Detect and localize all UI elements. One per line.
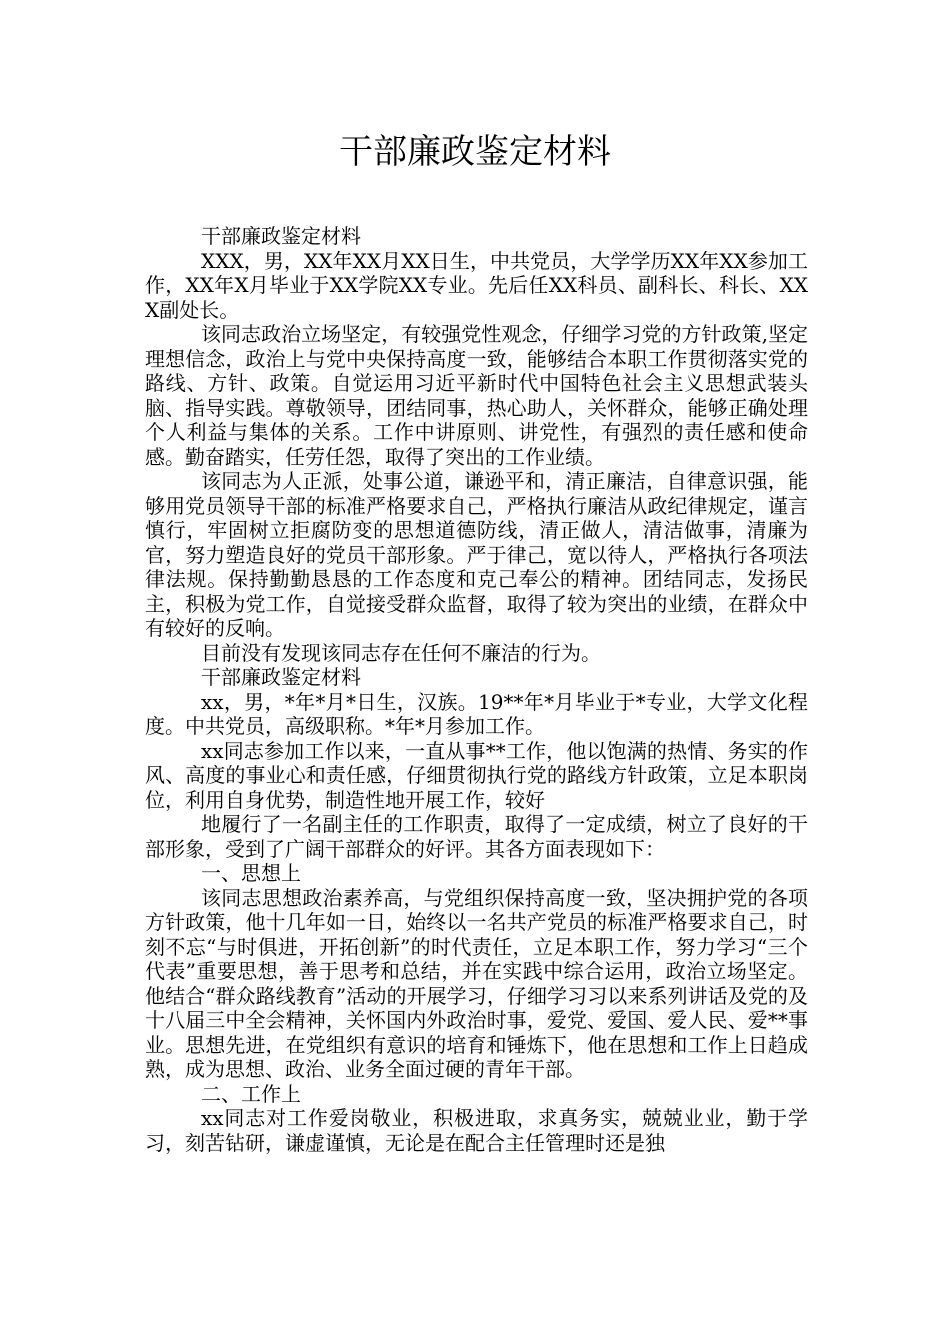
heading-paragraph: 干部廉政鉴定材料 xyxy=(201,224,361,248)
body-paragraph: 该同志思想政治素养高，与党组织保持高度一致，坚决拥护党的各项方针政策，他十几年如一日，始终以一名共产党员的标准严格要求自己，时刻不忘“与时俱进，开拓创新”的时代责任，立足本职工作，努力学习“三个代表”重要思想，善于思考和总结，并在实践中综合运用，政治立场坚定。他结合“群众路线教育”活动的开展学习，仔细学习习以来系列讲话及党的及十八届三中全会精神，关怀国内外政治时事，爱党、爱国、爱人民、爱**事业。思想先进，在党组织有意识的培育和锤炼下，他在思想和工作上日趋成熟，成为思想、政治、业务全面过硬的青年干部。 xyxy=(145,885,808,1081)
body-paragraph: 地履行了一名副主任的工作职责，取得了一定成绩，树立了良好的干部形象，受到了广阔干部群众的好评。其各方面表现如下： xyxy=(145,812,808,861)
section-heading: 二、工作上 xyxy=(201,1081,301,1106)
document-body xyxy=(145,224,808,1155)
section-heading: 一、思想上 xyxy=(201,861,301,885)
body-paragraph: 该同志政治立场坚定，有较强党性观念，仔细学习党的方针政策,坚定理想信念，政治上与党中央保持高度一致，能够结合本职工作贯彻落实党的路线、方针、政策。自觉运用习近平新时代中国特色社会主义思想武装头脑、指导实践。尊敬领导，团结同事，热心助人，关怀群众，能够正确处理个人利益与集体的关系。工作中讲原则、讲党性，有强烈的责任感和使命感。勤奋踏实，任劳任怨，取得了突出的工作业绩。 xyxy=(145,322,808,469)
body-paragraph: xx同志参加工作以来，一直从事**工作，他以饱满的热情、务实的作风、高度的事业心和责任感，仔细贯彻执行党的路线方针政策，立足本职岗位，利用自身优势，制造性地开展工作，较好 xyxy=(145,738,808,812)
body-paragraph: 该同志为人正派，处事公道，谦逊平和，清正廉洁，自律意识强，能够用党员领导干部的标准严格要求自己，严格执行廉洁从政纪律规定，谨言慎行，牢固树立拒腐防变的思想道德防线，清正做人，清洁做事，清廉为官，努力塑造良好的党员干部形象。严于律己，宽以待人，严格执行各项法律法规。保持勤勤恳恳的工作态度和克己奉公的精神。团结同志，发扬民主，积极为党工作，自觉接受群众监督，取得了较为突出的业绩，在群众中有较好的反响。 xyxy=(145,469,808,640)
heading-paragraph: 干部廉政鉴定材料 xyxy=(201,665,361,689)
profile-paragraph: XXX，男，XX年XX月XX日生，中共党员，大学学历XX年XX参加工作，XX年X月毕业于XX学院XX专业。先后任XX科员、副科长、科长、XXX副处长。 xyxy=(145,248,808,322)
profile-paragraph: xx，男，*年*月*日生，汉族。19**年*月毕业于*专业，大学文化程度。中共党员，高级职称。*年*月参加工作。 xyxy=(145,689,808,738)
document-title: 干部廉政鉴定材料 xyxy=(339,132,611,172)
body-paragraph: 目前没有发现该同志存在任何不廉洁的行为。 xyxy=(201,640,601,665)
body-paragraph: xx同志对工作爱岗敬业，积极进取，求真务实，兢兢业业，勤于学习，刻苦钻研，谦虚谨慎，无论是在配合主任管理时还是独 xyxy=(145,1106,808,1155)
